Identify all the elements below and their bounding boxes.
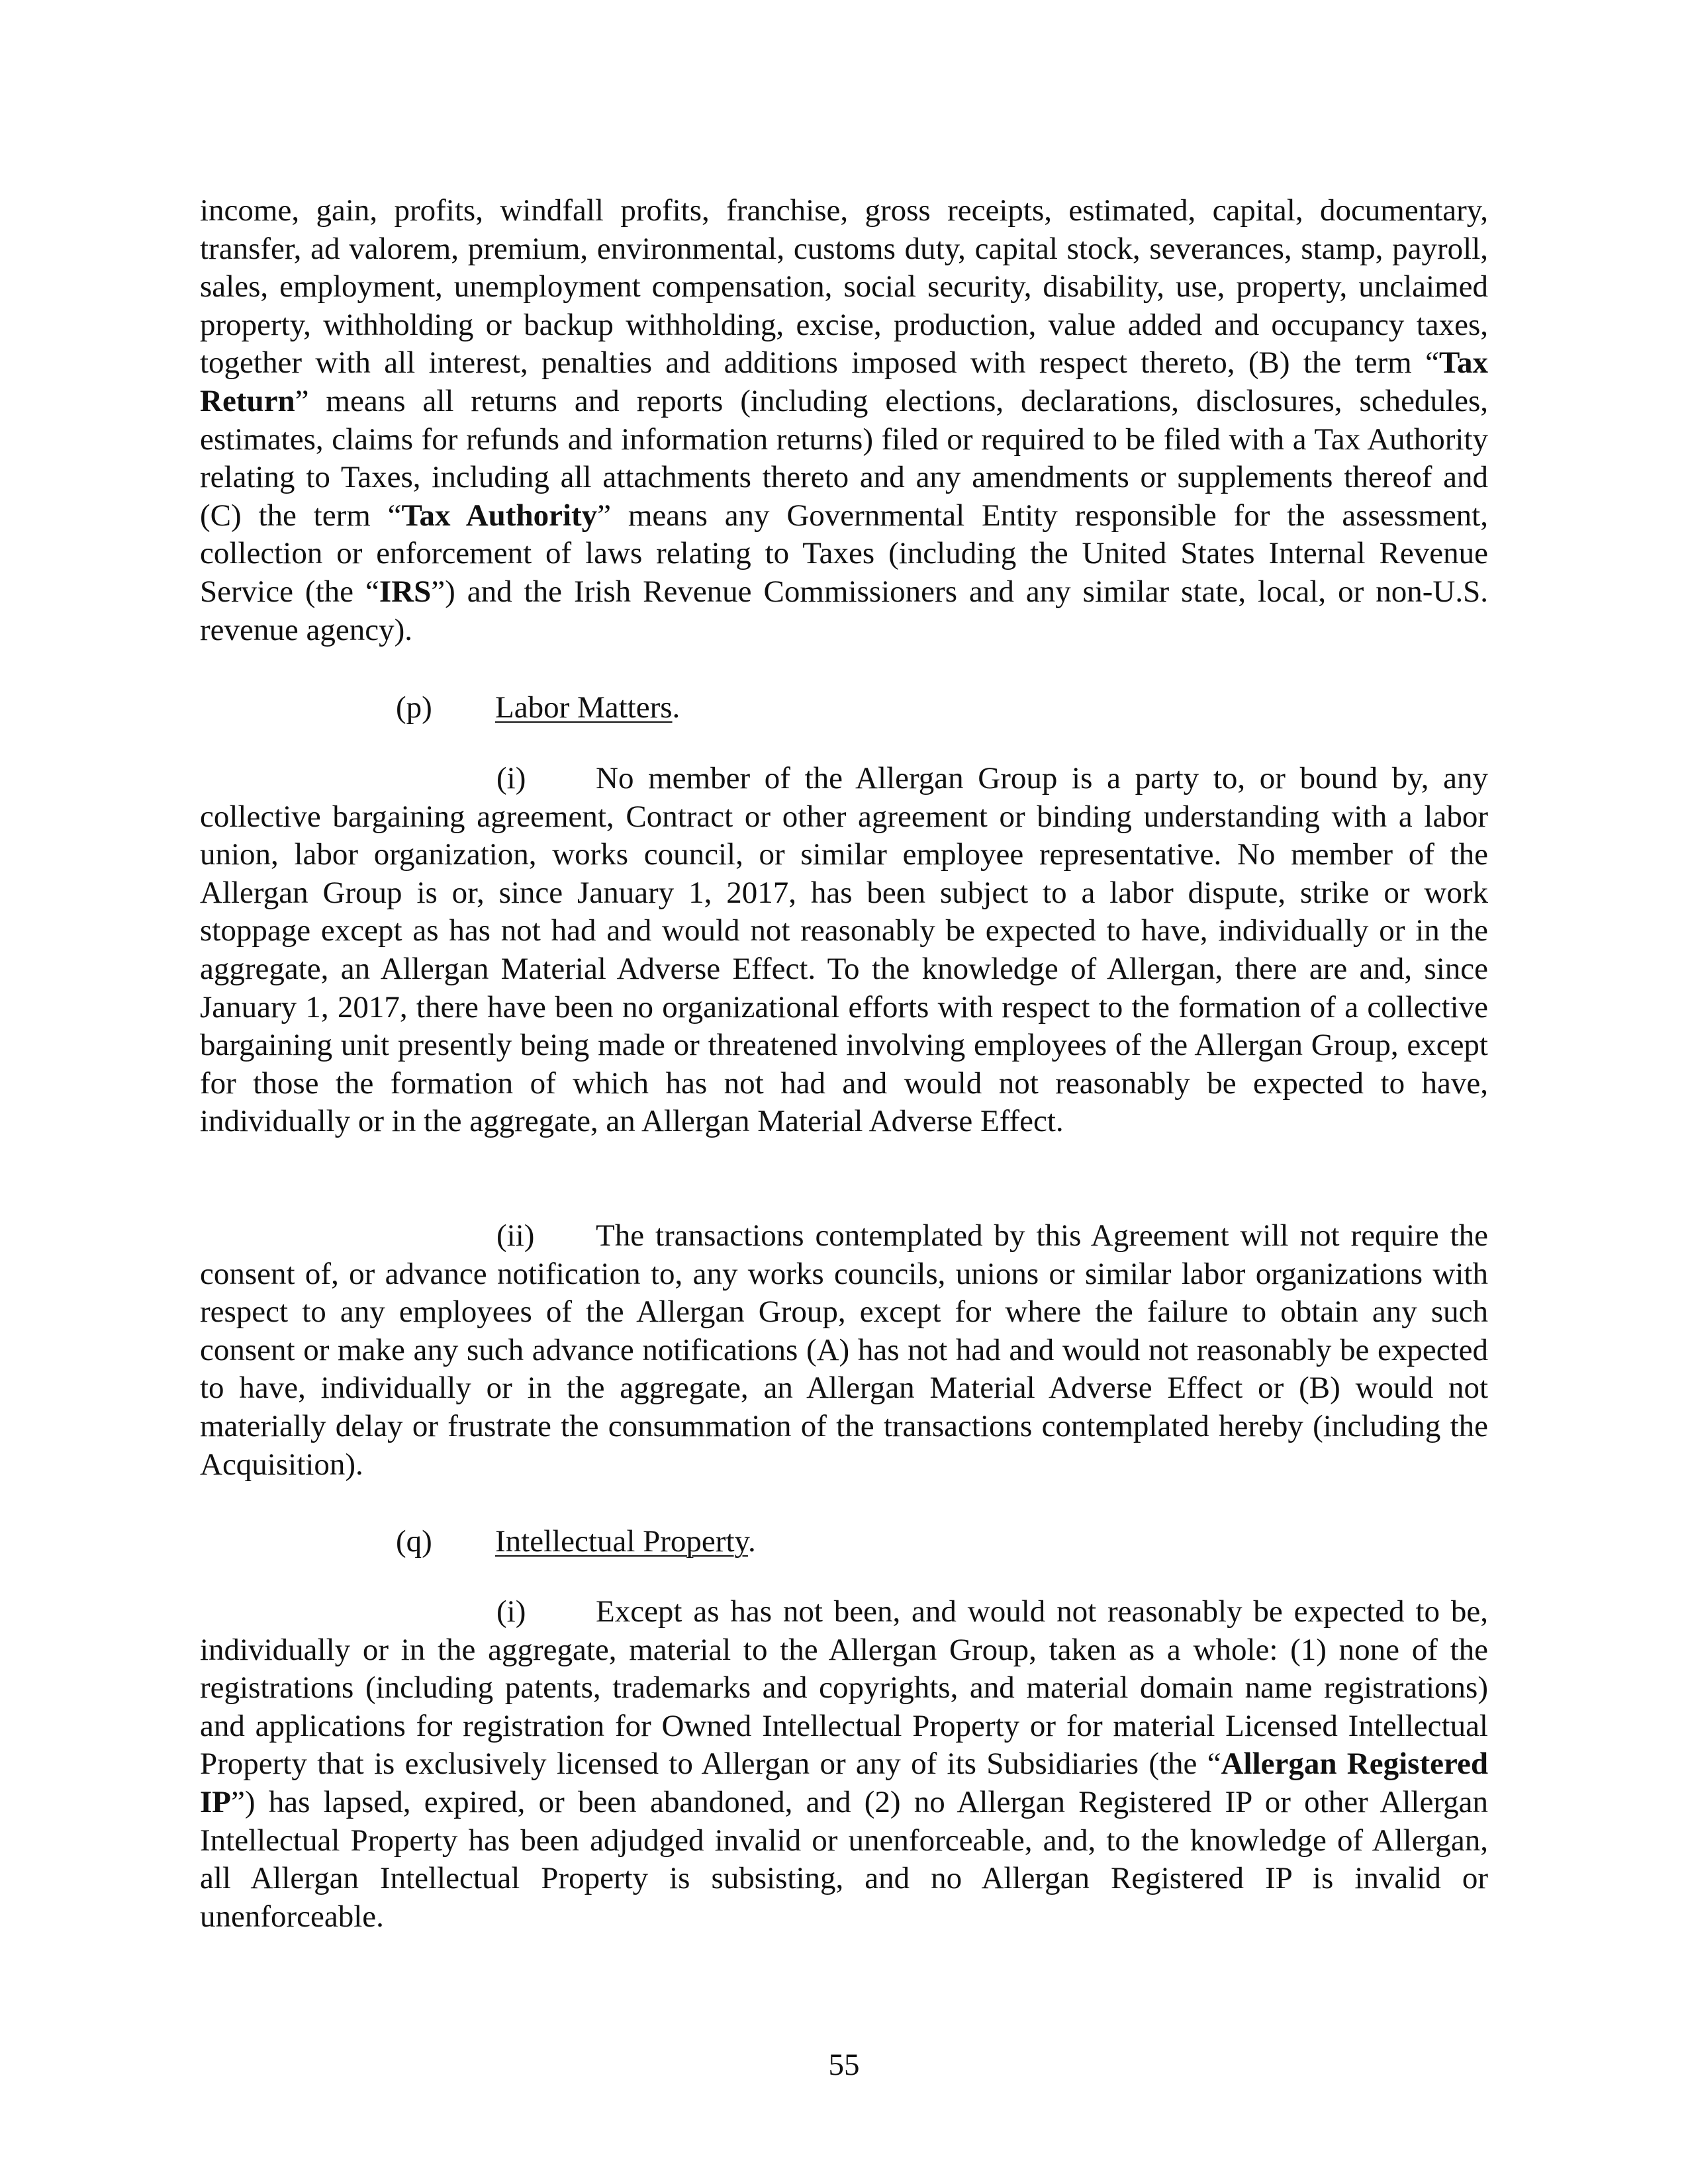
section-p-number: (p) xyxy=(396,690,432,725)
section-p-item-i-text: No member of the Allergan Group is a party to, or bound by, any collective bargaining agreement, Contract or other agreement or binding understanding with a labor union, labor organization, works council, or similar employee representative. No member of the Allergan Group is or, since January 1, 2017, has been subject to a labor dispute, strike or work stoppage except as has not had and would not reasonably be expected to have, individually or in the aggregate, an Allergan Material Adverse Effect. To the knowledge of Allergan, there are and, since January 1, 2017, there have been no organizational efforts with respect to the formation of a collective bargaining unit presently being made or threatened involving employees of the Allergan Group, except for those the formation of which has not had and would not reasonably be expected to have, individually or in the aggregate, an Allergan Material Adverse Effect. xyxy=(200,761,1488,1139)
tax-text-4: ”) and the Irish Revenue Commissioners and any similar state, local, or non-U.S. revenue agency). xyxy=(200,574,1488,647)
tax-definitions-paragraph xyxy=(200,192,1488,649)
defined-term-tax-return: Tax Return xyxy=(200,345,1488,418)
section-q-item-i-text-b: ”) has lapsed, expired, or been abandoned, and (2) no Allergan Registered IP or other Allergan Intellectual Property has been adjudged invalid or unenforceable, and, to the knowledge of Allergan, all Allergan Intellectual Property is subsisting, and no Allergan Registered IP is invalid or unenforceable. xyxy=(200,1784,1488,1934)
section-q-title: Intellectual Property xyxy=(495,1524,748,1559)
section-p-item-i xyxy=(200,760,1488,1141)
section-p-item-ii xyxy=(200,1217,1488,1484)
section-q-title-suffix: . xyxy=(747,1524,756,1559)
section-p-item-ii-text: The transactions contemplated by this Agreement will not require the consent of, or advance notification to, any works councils, unions or similar labor organizations with respect to any employees of the Allergan Group, except for where the failure to obtain any such consent or make any such advance notifications (A) has not had and would not reasonably be expected to have, individually or in the aggregate, an Allergan Material Adverse Effect or (B) would not materially delay or frustrate the consummation of the transactions contemplated hereby (including the Acquisition). xyxy=(200,1218,1488,1482)
tax-text-2: ” means all returns and reports (including elections, declarations, disclosures, schedules, estimates, claims for refunds and information returns) filed or required to be filed with a Tax Authority relating to Taxes, including all attachments thereto and any amendments or supplements thereof and (C) the term “ xyxy=(200,383,1488,533)
defined-term-tax-authority: Tax Authority xyxy=(401,498,598,533)
section-p-title: Labor Matters xyxy=(495,690,673,725)
tax-paragraph-text xyxy=(200,192,1488,649)
section-q-item-i-text-a: Except as has not been, and would not reasonably be expected to be, individually or in the aggregate, material to the Allergan Group, taken as a whole: (1) none of the registrations (including patents, trademarks and copyrights, and material domain name registrations) and applications for registration for Owned Intellectual Property or for material Licensed Intellectual Property that is exclusively licensed to Allergan or any of its Subsidiaries (the “ xyxy=(200,1594,1488,1782)
section-q-number: (q) xyxy=(396,1524,432,1559)
section-p-title-wrap xyxy=(495,689,680,727)
section-p-title-suffix: . xyxy=(672,690,680,725)
section-q-title-wrap xyxy=(495,1523,756,1561)
section-q-item-i-number: (i) xyxy=(496,1594,526,1629)
section-p-item-ii-number: (ii) xyxy=(496,1218,535,1253)
tax-text-1: income, gain, profits, windfall profits, franchise, gross receipts, estimated, capital, documentary, transfer, ad valorem, premium, environmental, customs duty, capital stock, severances, stamp, payroll, sales, employment, unemployment compensation, social security, disability, use, property, unclaimed property, withholding or backup withholding, excise, production, value added and occupancy taxes, together with all interest, penalties and additions imposed with respect thereto, (B) the term “ xyxy=(200,193,1488,381)
page-number: 55 xyxy=(828,2048,860,2082)
defined-term-allergan-registered-ip: Allergan Registered IP xyxy=(200,1747,1488,1819)
defined-term-irs: IRS xyxy=(379,574,432,609)
tax-text-3: ” means any Governmental Entity responsible for the assessment, collection or enforcement of laws relating to Taxes (including the United States Internal Revenue Service (the “ xyxy=(200,498,1488,609)
section-q-item-i xyxy=(200,1593,1488,1936)
section-q-item-i-text xyxy=(200,1593,1488,1936)
section-p-item-i-number: (i) xyxy=(496,761,526,796)
